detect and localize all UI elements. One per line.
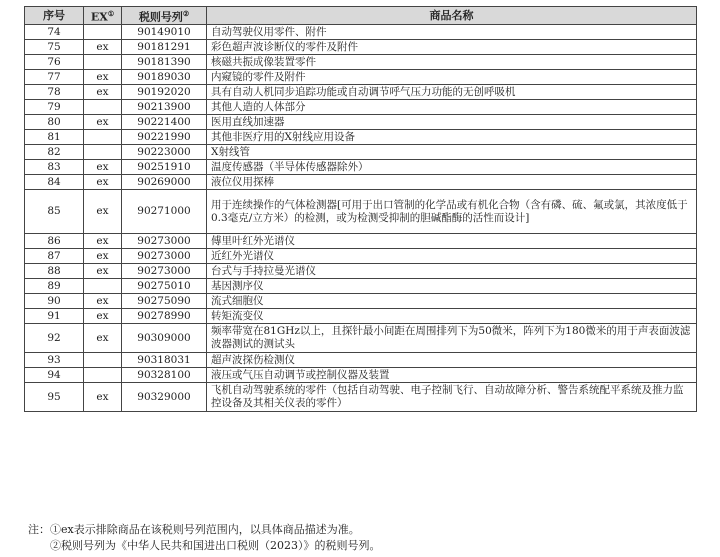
row-tariff-code: 90189030 [122,70,207,85]
row-product-name: 流式细胞仪 [207,294,697,309]
row-tariff-code: 90328100 [122,368,207,383]
row-product-name: 频率带宽在81GHz以上，且探针最小间距在周围排列下为50微米，阵列下为180微米的用于声表面波滤波器测试的测试头 [207,324,697,353]
row-tariff-code: 90221990 [122,130,207,145]
row-number: 82 [25,145,84,160]
row-number: 84 [25,175,84,190]
table-row [25,264,697,279]
row-tariff-code: 90275090 [122,294,207,309]
row-number: 83 [25,160,84,175]
table-row [25,55,697,70]
row-number: 74 [25,25,84,40]
row-ex-flag [84,55,122,70]
table-row [25,249,697,264]
table-row [25,353,697,368]
row-tariff-code: 90318031 [122,353,207,368]
row-tariff-code: 90329000 [122,383,207,412]
row-product-name: 液位仪用探棒 [207,175,697,190]
row-product-name: 其他人造的人体部分 [207,100,697,115]
row-product-name: 其他非医疗用的X射线应用设备 [207,130,697,145]
table-row [25,160,697,175]
row-tariff-code: 90273000 [122,234,207,249]
footnote-mark-1: ① [107,9,115,19]
row-ex-flag [84,25,122,40]
table-row [25,190,697,234]
row-product-name: 飞机自动驾驶系统的零件（包括自动驾驶、电子控制飞行、自动故障分析、警告系统配平系统及推力监控设备及其相关仪表的零件） [207,383,697,412]
table-row [25,324,697,353]
row-tariff-code: 90269000 [122,175,207,190]
row-product-name: 液压或气压自动调节或控制仪器及装置 [207,368,697,383]
row-ex-flag: ex [84,234,122,249]
row-number: 85 [25,190,84,234]
row-tariff-code: 90181291 [122,40,207,55]
table-header-row [25,7,697,25]
table-row [25,40,697,55]
row-ex-flag: ex [84,70,122,85]
row-ex-flag [84,100,122,115]
row-tariff-code: 90192020 [122,85,207,100]
row-ex-flag: ex [84,294,122,309]
row-ex-flag: ex [84,309,122,324]
table-row [25,115,697,130]
table-row [25,309,697,324]
row-product-name: 超声波探伤检测仪 [207,353,697,368]
row-number: 79 [25,100,84,115]
col-header-name: 商品名称 [207,7,697,25]
row-tariff-code: 90309000 [122,324,207,353]
row-product-name: 用于连续操作的气体检测器[可用于出口管制的化学品或有机化合物（含有磷、硫、氟或氯，其浓度低于0.3毫克/立方米）的检测，或为检测受抑制的胆碱酯酶的活性而设计] [207,190,697,234]
row-product-name: 医用直线加速器 [207,115,697,130]
row-ex-flag: ex [84,383,122,412]
row-product-name: 彩色超声波诊断仪的零件及附件 [207,40,697,55]
row-number: 81 [25,130,84,145]
footnotes [28,522,381,554]
row-number: 95 [25,383,84,412]
row-number: 93 [25,353,84,368]
row-product-name: 自动驾驶仪用零件、附件 [207,25,697,40]
row-tariff-code: 90275010 [122,279,207,294]
table-row [25,130,697,145]
row-tariff-code: 90223000 [122,145,207,160]
footnote-2: ②税则号列为《中华人民共和国进出口税则（2023）》的税则号列。 [50,539,381,552]
row-product-name: 温度传感器（半导体传感器除外） [207,160,697,175]
row-product-name: 具有自动人机同步追踪功能或自动调节呼气压力功能的无创呼吸机 [207,85,697,100]
table-row [25,175,697,190]
row-number: 89 [25,279,84,294]
col-header-no: 序号 [25,7,84,25]
table-body [25,25,697,412]
row-number: 80 [25,115,84,130]
row-tariff-code: 90181390 [122,55,207,70]
row-product-name: X射线管 [207,145,697,160]
row-ex-flag [84,130,122,145]
row-tariff-code: 90278990 [122,309,207,324]
row-tariff-code: 90213900 [122,100,207,115]
row-number: 78 [25,85,84,100]
row-ex-flag: ex [84,115,122,130]
row-ex-flag [84,279,122,294]
row-number: 88 [25,264,84,279]
row-ex-flag [84,145,122,160]
row-ex-flag [84,368,122,383]
row-product-name: 基因测序仪 [207,279,697,294]
row-tariff-code: 90273000 [122,264,207,279]
table-row [25,25,697,40]
row-number: 77 [25,70,84,85]
row-ex-flag [84,353,122,368]
table-row [25,279,697,294]
footnote-mark-2: ② [182,9,190,19]
row-number: 91 [25,309,84,324]
row-product-name: 内窥镜的零件及附件 [207,70,697,85]
row-number: 76 [25,55,84,70]
row-ex-flag: ex [84,324,122,353]
row-number: 92 [25,324,84,353]
row-tariff-code: 90271000 [122,190,207,234]
row-ex-flag: ex [84,85,122,100]
row-tariff-code: 90273000 [122,249,207,264]
row-number: 75 [25,40,84,55]
table-row [25,294,697,309]
row-product-name: 台式与手持拉曼光谱仪 [207,264,697,279]
row-product-name: 转矩流变仪 [207,309,697,324]
row-number: 86 [25,234,84,249]
row-number: 87 [25,249,84,264]
row-product-name: 傅里叶红外光谱仪 [207,234,697,249]
row-number: 94 [25,368,84,383]
col-header-ex: EX① [84,7,122,25]
row-ex-flag: ex [84,160,122,175]
row-ex-flag: ex [84,190,122,234]
table-row [25,85,697,100]
row-product-name: 核磁共振成像装置零件 [207,55,697,70]
row-tariff-code: 90251910 [122,160,207,175]
col-header-code: 税则号列② [122,7,207,25]
row-tariff-code: 90221400 [122,115,207,130]
table-row [25,70,697,85]
row-number: 90 [25,294,84,309]
table-row [25,368,697,383]
footnote-1: 注：①ex表示排除商品在该税则号列范围内，以具体商品描述为准。 [28,523,360,536]
table-row [25,234,697,249]
row-product-name: 近红外光谱仪 [207,249,697,264]
table-row [25,100,697,115]
row-ex-flag: ex [84,249,122,264]
row-ex-flag: ex [84,40,122,55]
row-tariff-code: 90149010 [122,25,207,40]
row-ex-flag: ex [84,264,122,279]
tariff-table [24,6,697,412]
table-row [25,145,697,160]
table-row [25,383,697,412]
row-ex-flag: ex [84,175,122,190]
